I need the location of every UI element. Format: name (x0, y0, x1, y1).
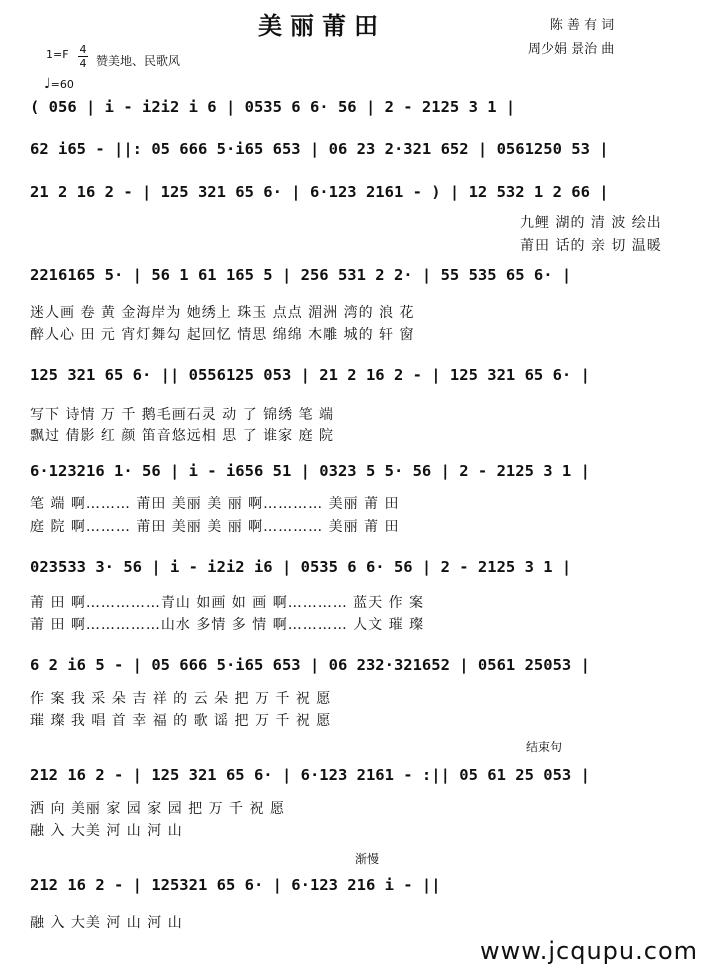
lyric-line-2: 莆 田 啊……………山水 多情 多 情 啊………… 人文 璀 璨 (30, 617, 425, 633)
score-line: 023533 3· 56 | i - i2i2 i6 | 0535 6 6· 56 | 2 - 2125 3 1 | (30, 558, 572, 576)
meter-bottom: 4 (79, 57, 87, 70)
style-note: 赞美地、民歌风 (96, 54, 181, 68)
lyric-line-1: 笔 端 啊……… 莆田 美丽 美 丽 啊………… 美丽 莆 田 (30, 496, 400, 512)
lyric-line-1: 作 案 我 采 朵 吉 祥 的 云 朵 把 万 千 祝 愿 (30, 691, 332, 707)
lyric-line-2: 庭 院 啊……… 莆田 美丽 美 丽 啊………… 美丽 莆 田 (30, 519, 400, 535)
composer: 周少娟 景治 曲 (528, 42, 615, 57)
lyric-line-1: 融 入 大美 河 山 河 山 (30, 915, 183, 931)
ritardando-marker: 渐慢 (355, 852, 380, 866)
score-line: 125 321 65 6· || 0556125 053 | 21 2 16 2 - | 125 321 65 6· | (30, 366, 590, 384)
key-signature: 1=F (46, 48, 69, 61)
lyric-line-1: 洒 向 美丽 家 园 家 园 把 万 千 祝 愿 (30, 801, 285, 817)
lyric-line-2: 飘过 倩影 红 颜 笛音悠远相 思 了 谁家 庭 院 (30, 428, 335, 444)
quarter-note-icon: ♩ (44, 76, 51, 92)
lyric-line-2: 莆田 话的 亲 切 温暖 (520, 238, 662, 254)
meter-top: 4 (79, 43, 87, 56)
tempo-marking (44, 76, 74, 92)
score-line: 6 2 i6 5 - | 05 666 5·i65 653 | 06 232·321652 | 0561 25053 | (30, 656, 590, 674)
tempo-value: =60 (50, 78, 74, 91)
score-line: 212 16 2 - | 125 321 65 6· | 6·123 2161 - :|| 05 61 25 053 | (30, 766, 590, 784)
coda-marker: 结束句 (526, 740, 563, 754)
score-line: 212 16 2 - | 125321 65 6· | 6·123 216 i - || (30, 876, 441, 894)
score-line: 62 i65 - ||: 05 666 5·i65 653 | 06 23 2·321 652 | 0561250 53 | (30, 140, 609, 158)
lyric-line-1: 莆 田 啊……………青山 如画 如 画 啊………… 蓝天 作 案 (30, 595, 425, 611)
time-signature (78, 44, 88, 69)
lyric-line-2: 璀 璨 我 唱 首 幸 福 的 歌 谣 把 万 千 祝 愿 (30, 713, 332, 729)
lyric-line-1: 写下 诗情 万 千 鹅毛画石灵 动 了 锦绣 笔 端 (30, 407, 335, 423)
score-line: 2216165 5· | 56 1 61 165 5 | 256 531 2 2· | 55 535 65 6· | (30, 266, 572, 284)
lyric-line-2: 醉人心 田 元 宵灯舞勾 起回忆 情思 绵绵 木雕 城的 轩 窗 (30, 327, 415, 343)
lyric-line-2: 融 入 大美 河 山 河 山 (30, 823, 183, 839)
watermark: www.jcqupu.com (480, 937, 698, 965)
page-title: 美丽莆田 (258, 11, 386, 40)
score-line: ( 056 | i - i2i2 i 6 | 0535 6 6· 56 | 2 - 2125 3 1 | (30, 98, 516, 116)
score-line: 21 2 16 2 - | 125 321 65 6· | 6·123 2161 - ) | 12 532 1 2 66 | (30, 183, 609, 201)
lyric-line-1: 迷人画 卷 黄 金海岸为 她绣上 珠玉 点点 湄洲 湾的 浪 花 (30, 305, 415, 321)
credits (528, 14, 614, 62)
score-line: 6·123216 1· 56 | i - i656 51 | 0323 5 5· 56 | 2 - 2125 3 1 | (30, 462, 590, 480)
lyricist: 陈 善 有 词 (549, 18, 615, 33)
lyric-line-1: 九鲤 湖的 清 波 绘出 (520, 215, 662, 231)
